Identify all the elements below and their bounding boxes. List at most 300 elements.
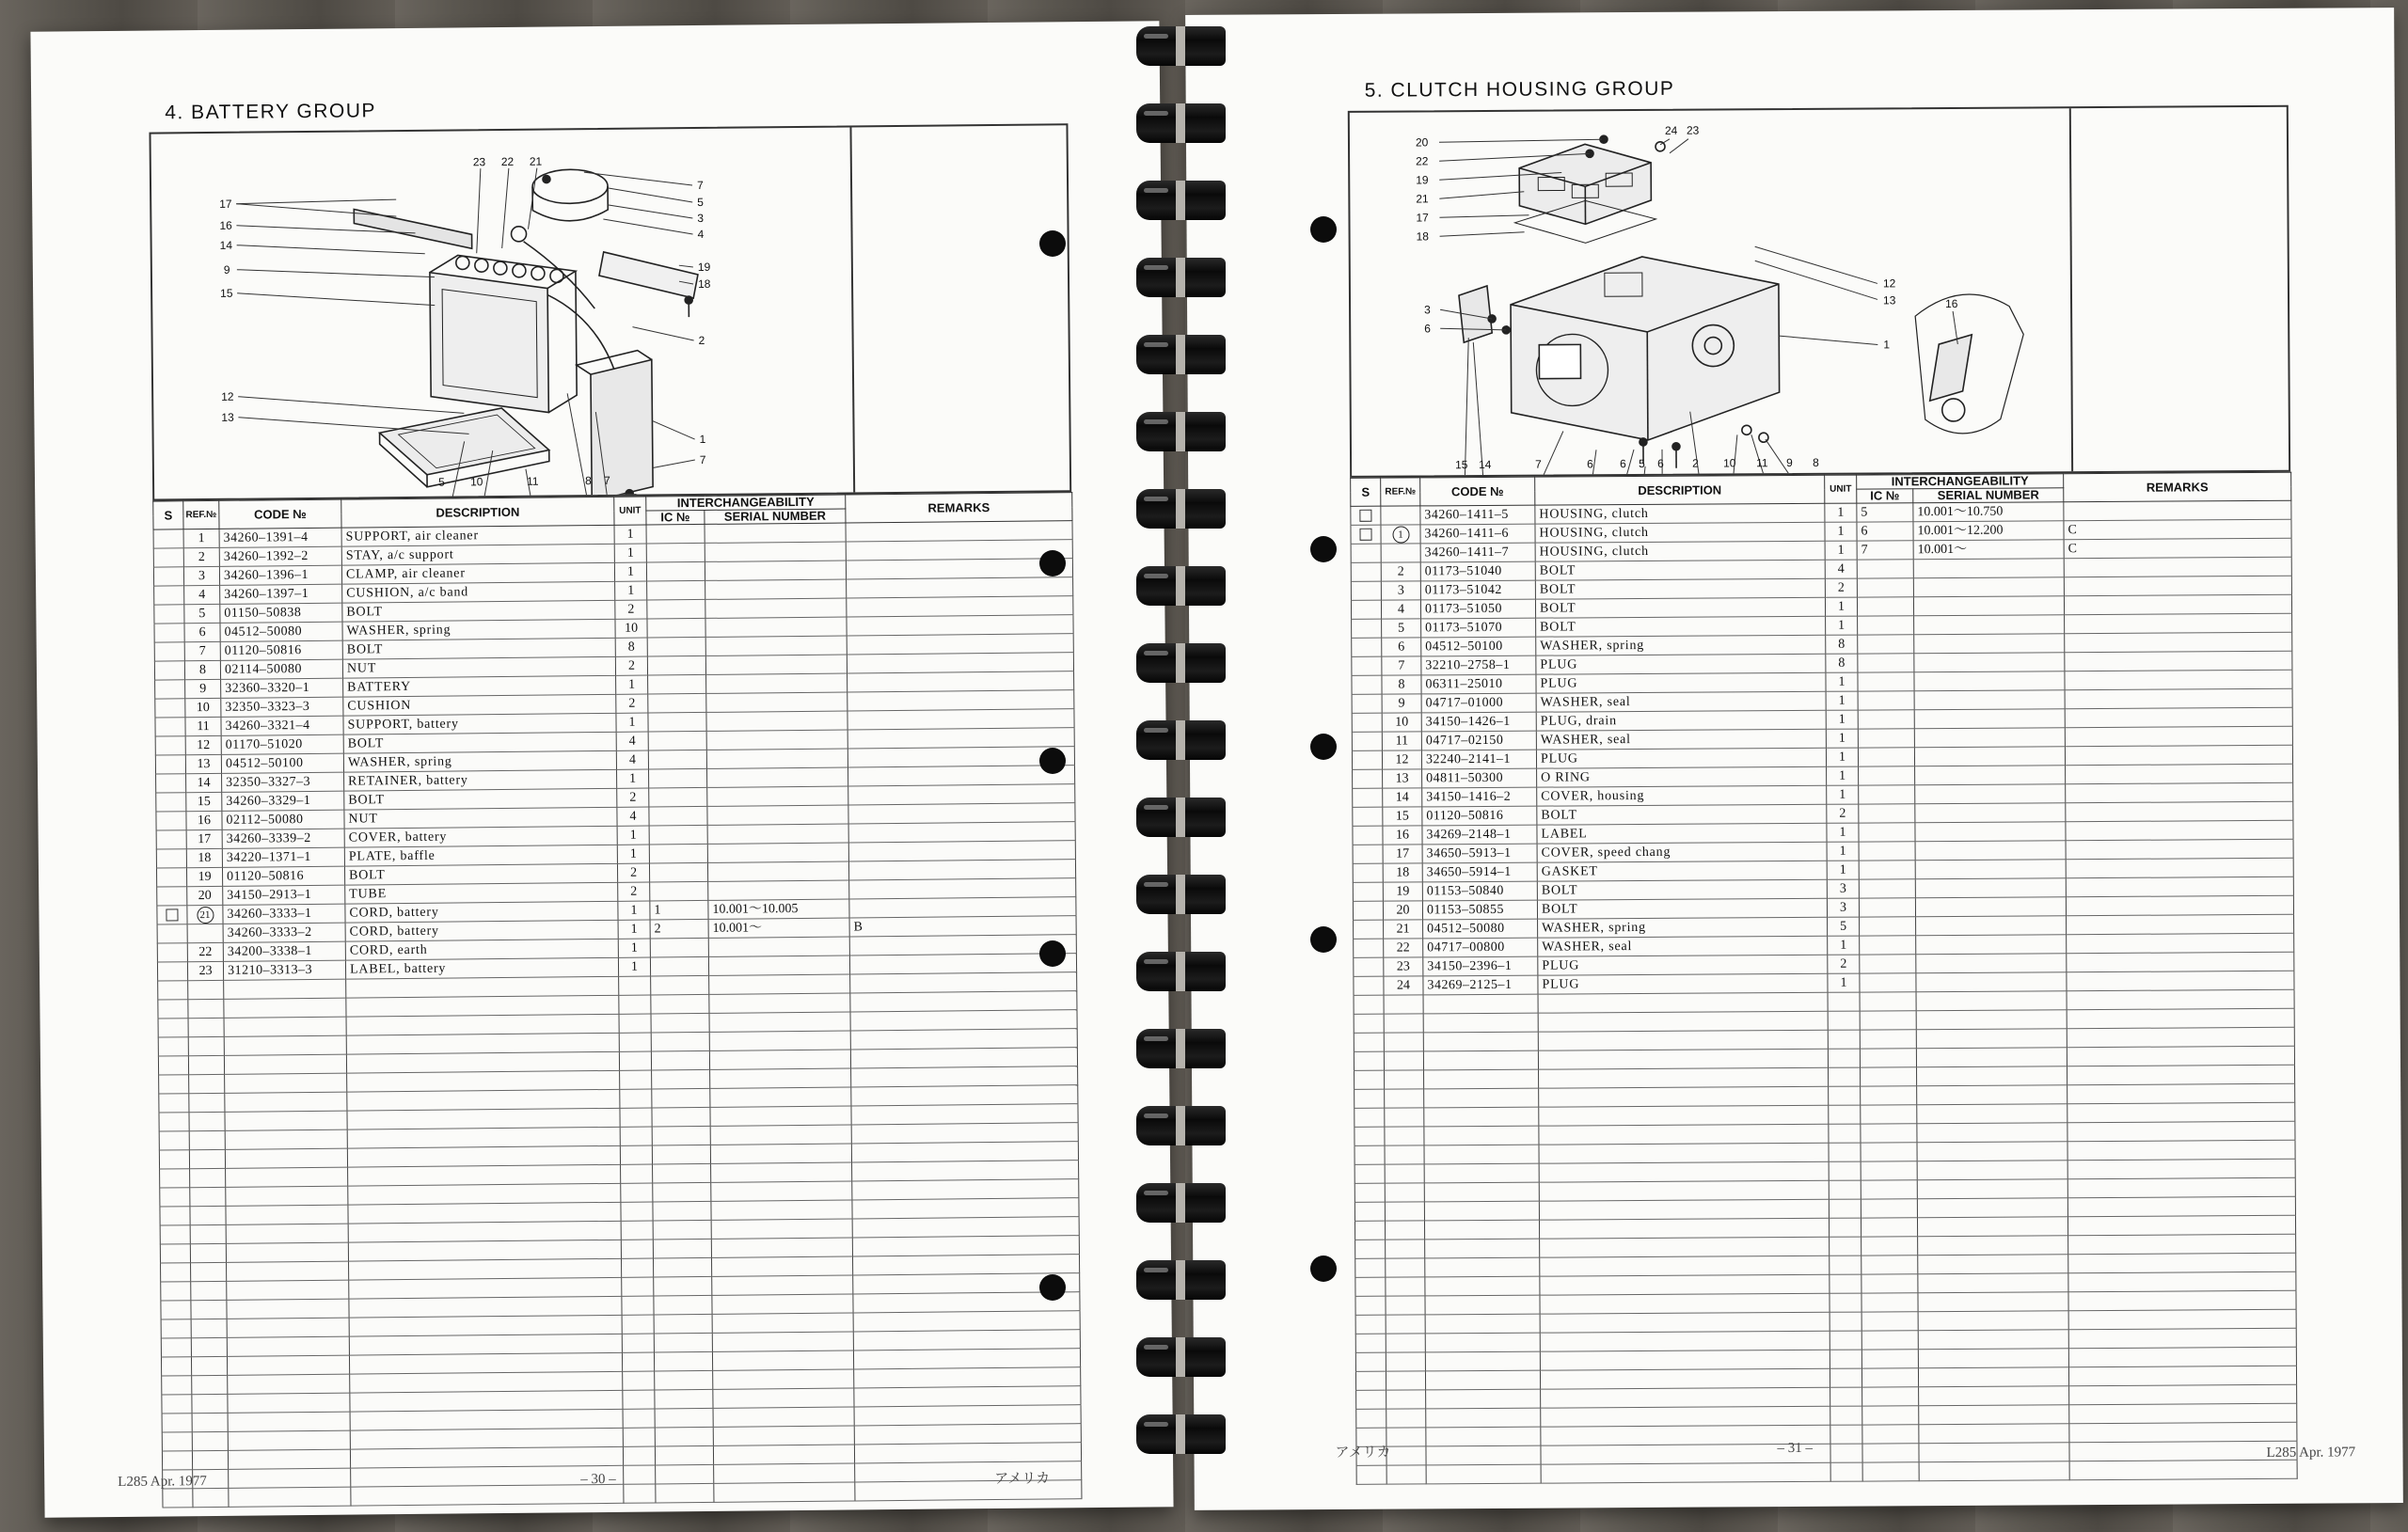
diagram-callout: 13	[1882, 293, 1896, 308]
cell-unit: 1	[617, 845, 649, 863]
cell-code	[226, 1224, 348, 1243]
cell-ref	[191, 1337, 227, 1356]
left-diagram-frame	[149, 123, 1071, 500]
right-page-number: – 31 –	[1777, 1440, 1814, 1457]
spiral-ring	[1136, 566, 1226, 606]
cell-s	[1355, 1277, 1386, 1296]
cell-ic	[655, 1389, 713, 1409]
cell-unit: 1	[1825, 597, 1857, 616]
cell-ref	[191, 1281, 227, 1300]
cell-ic	[1862, 1425, 1919, 1444]
cell-s	[159, 1131, 189, 1150]
cell-ic	[1859, 842, 1915, 861]
cell-s	[157, 906, 187, 924]
cell-ref: 14	[1383, 788, 1422, 807]
cell-rem	[2066, 895, 2293, 915]
cell-serial	[711, 1200, 852, 1220]
cell-ic	[649, 768, 707, 788]
cell-s	[1354, 939, 1384, 957]
cell-unit: 1	[618, 920, 650, 939]
cell-unit: 2	[617, 788, 649, 807]
cell-ic	[652, 1069, 710, 1089]
cell-ic	[652, 1126, 710, 1145]
cell-code	[1426, 1408, 1541, 1428]
cell-code	[228, 1412, 350, 1431]
cell-ic	[653, 1163, 711, 1183]
cell-ic	[653, 1201, 711, 1221]
cell-ref	[192, 1431, 228, 1450]
cell-serial	[713, 1388, 854, 1408]
cell-s	[160, 1188, 190, 1207]
cell-code: 34150–1426–1	[1421, 712, 1536, 732]
cell-serial	[705, 542, 846, 561]
cell-desc: O RING	[1537, 766, 1827, 787]
cell-ic	[1862, 1444, 1919, 1462]
cell-code: 04512–50080	[220, 622, 342, 641]
cell-ic	[1861, 1161, 1917, 1180]
cell-s	[1355, 1240, 1386, 1258]
cell-s	[1351, 544, 1381, 562]
cell-ref: 5	[184, 604, 220, 623]
cell-s	[1354, 1164, 1385, 1183]
cell-rem	[2067, 1102, 2295, 1122]
cell-desc: BOLT	[1537, 804, 1827, 825]
cell-code	[1424, 1182, 1539, 1202]
cell-rem	[851, 1104, 1078, 1125]
cell-unit	[621, 1183, 653, 1202]
cell-unit: 4	[616, 750, 648, 769]
cell-ref	[1386, 1334, 1425, 1352]
diagram-callout: 14	[1479, 457, 1492, 472]
cell-s	[159, 1075, 189, 1094]
cell-s	[162, 1376, 192, 1395]
cell-code: 34200–3338–1	[223, 941, 345, 961]
cell-serial	[709, 974, 850, 994]
cell-desc: PLATE, baffle	[344, 845, 617, 866]
cell-rem	[2067, 933, 2294, 953]
diagram-callout: 14	[219, 238, 233, 252]
cell-rem	[848, 803, 1075, 824]
cell-ic	[1860, 992, 1916, 1011]
cell-ref	[1386, 1296, 1425, 1315]
cell-ic	[1861, 1218, 1917, 1237]
cell-ic	[651, 1032, 709, 1051]
cell-code	[1426, 1389, 1541, 1409]
cell-s	[157, 924, 187, 943]
cell-desc	[1539, 1180, 1829, 1201]
cell-serial	[712, 1350, 853, 1370]
cell-desc: LABEL	[1537, 823, 1827, 844]
cell-ic: 2	[650, 919, 708, 939]
cell-ref	[191, 1356, 227, 1375]
cell-desc	[346, 976, 619, 998]
cell-unit: 8	[615, 638, 647, 656]
diagram-callout: 16	[219, 218, 232, 232]
cell-s	[157, 962, 187, 981]
spiral-ring	[1136, 952, 1226, 991]
cell-serial	[712, 1294, 853, 1314]
diagram-callout: 6	[1620, 457, 1626, 471]
cell-rem	[2067, 1008, 2294, 1028]
cell-ref	[188, 980, 224, 999]
cell-ref: 3	[183, 566, 219, 585]
cell-s	[1355, 1334, 1386, 1352]
cell-s	[1353, 863, 1383, 882]
cell-rem	[852, 1255, 1079, 1275]
cell-unit	[1830, 1462, 1862, 1481]
cell-serial	[713, 1445, 854, 1464]
cell-code: 34150–1416–2	[1422, 787, 1537, 807]
cell-ic	[648, 750, 706, 769]
cell-serial	[707, 824, 848, 844]
diagram-callout: 5	[1639, 456, 1645, 471]
cell-serial	[705, 655, 847, 674]
cell-unit: 2	[615, 600, 647, 619]
cell-ref: 6	[184, 623, 220, 641]
cell-desc	[346, 1051, 619, 1073]
cell-unit: 2	[617, 863, 649, 882]
binder-hole	[1310, 1256, 1337, 1282]
cell-rem	[852, 1236, 1079, 1256]
cell-desc	[348, 1240, 621, 1261]
cell-ref	[192, 1413, 228, 1431]
cell-ref	[191, 1300, 227, 1319]
cell-code	[228, 1393, 350, 1413]
cell-ref	[192, 1375, 228, 1394]
cell-ic	[1858, 616, 1914, 635]
cell-desc	[350, 1390, 623, 1412]
cell-desc: TUBE	[345, 882, 618, 904]
cell-s	[157, 887, 187, 906]
cell-code: 04512–50080	[1423, 919, 1538, 939]
cell-unit: 2	[615, 656, 647, 675]
cell-ref: 8	[1382, 675, 1421, 694]
cell-ic	[654, 1333, 712, 1352]
cell-ic	[654, 1295, 712, 1315]
cell-ref	[187, 905, 223, 924]
cell-serial	[1915, 860, 2066, 879]
cell-code: 34260–3321–4	[221, 716, 343, 735]
cell-ic	[1861, 1293, 1918, 1312]
cell-rem	[2068, 1366, 2296, 1385]
spiral-ring	[1136, 103, 1226, 143]
cell-unit	[623, 1371, 655, 1390]
cell-unit	[1830, 1406, 1862, 1425]
cell-ic	[1860, 973, 1916, 992]
diagram-callout: 2	[698, 333, 705, 347]
right-diagram-divider	[2069, 108, 2073, 471]
cell-code	[224, 998, 346, 1018]
cell-desc: BOLT	[342, 638, 615, 659]
cell-s	[162, 1451, 192, 1470]
cell-unit	[1829, 1199, 1861, 1218]
cell-ref	[190, 1224, 226, 1243]
cell-ic	[649, 844, 707, 863]
cell-unit: 1	[1828, 936, 1860, 955]
cell-s	[156, 868, 186, 887]
cell-unit: 1	[1826, 748, 1858, 766]
cell-ref: 19	[186, 867, 222, 886]
diagram-callout: 11	[526, 474, 539, 488]
cell-rem	[2068, 1271, 2296, 1291]
cell-code: 34260–1397–1	[220, 584, 342, 604]
cell-code	[225, 1129, 347, 1149]
cell-desc: WASHER, seal	[1536, 691, 1826, 712]
cell-rem	[2067, 1177, 2295, 1197]
cell-serial	[1919, 1443, 2069, 1462]
cell-code	[225, 1092, 347, 1112]
cell-ref	[1386, 1465, 1426, 1484]
cell-ic	[652, 1088, 710, 1108]
cell-serial	[1917, 1179, 2067, 1199]
cell-desc	[348, 1164, 621, 1186]
diagram-callout: 18	[1416, 229, 1430, 244]
cell-code: 34260–3329–1	[222, 791, 344, 811]
diagram-callout: 23	[472, 155, 486, 169]
col-ref-header: REF.№	[183, 500, 219, 529]
cell-ic: 5	[1857, 503, 1913, 522]
diagram-callout: 12	[1882, 276, 1896, 291]
diagram-callout: 7	[696, 178, 704, 193]
cell-serial	[708, 880, 849, 900]
cell-desc: COVER, speed chang	[1537, 842, 1827, 862]
cell-desc: CORD, earth	[345, 939, 618, 960]
cell-code: 31210–3313–3	[223, 960, 345, 980]
cell-code	[225, 1111, 347, 1130]
table-body	[1351, 500, 2297, 1484]
cell-desc	[1538, 1049, 1828, 1069]
cell-unit	[622, 1296, 654, 1315]
cell-code	[228, 1430, 350, 1450]
cell-ref: 11	[1382, 732, 1421, 750]
cell-ic	[651, 975, 709, 995]
cell-s	[1353, 826, 1383, 845]
diagram-callout: 21	[529, 154, 543, 168]
cell-ic	[648, 731, 706, 750]
cell-ic	[656, 1483, 714, 1503]
cell-desc: BOLT	[344, 863, 617, 885]
cell-desc	[349, 1352, 622, 1374]
cell-ref: 7	[1382, 656, 1421, 675]
cell-code: 34260–3333–1	[223, 904, 345, 924]
cell-code: 01173–51050	[1420, 599, 1535, 619]
spiral-ring	[1136, 1337, 1226, 1377]
cell-rem	[852, 1179, 1079, 1200]
cell-serial	[1916, 935, 2067, 955]
cell-unit	[619, 1033, 651, 1051]
cell-serial	[1914, 653, 2065, 672]
cell-code	[225, 1148, 347, 1168]
cell-s	[156, 812, 186, 830]
cell-ref	[1385, 1202, 1424, 1221]
cell-desc	[347, 1108, 620, 1129]
cell-unit: 1	[614, 562, 646, 581]
cell-desc	[1539, 1067, 1829, 1088]
cell-rem	[848, 766, 1075, 786]
cell-desc: PLUG	[1538, 973, 1828, 994]
cell-ref: 24	[1384, 976, 1423, 995]
cell-ic	[1861, 1124, 1917, 1143]
cell-rem	[2067, 1046, 2294, 1066]
cell-s	[161, 1357, 191, 1376]
cell-ref: 4	[1381, 600, 1420, 619]
cell-ic	[1861, 1143, 1917, 1161]
cell-rem	[851, 1085, 1078, 1106]
cell-unit	[623, 1446, 655, 1465]
cell-s	[1355, 1315, 1386, 1334]
cell-ic	[1859, 861, 1915, 879]
cell-code: 34260–3339–2	[222, 829, 344, 848]
cell-ic	[650, 938, 708, 957]
diagram-callout: 1	[699, 432, 706, 446]
cell-desc: PLUG	[1536, 654, 1826, 674]
col-interchange-header: INTERCHANGEABILITY	[646, 495, 846, 511]
cell-ic	[1861, 1105, 1917, 1124]
cell-serial	[1914, 747, 2065, 766]
cell-s	[155, 718, 185, 736]
col-desc-header: DESCRIPTION	[341, 497, 614, 528]
cell-ref	[190, 1168, 226, 1187]
cell-s	[154, 605, 184, 624]
cell-desc: CORD, battery	[345, 920, 618, 941]
cell-serial	[713, 1407, 854, 1427]
cell-serial	[711, 1238, 852, 1257]
cell-code	[226, 1242, 348, 1262]
cell-ref: 3	[1381, 581, 1420, 600]
cell-desc: CLAMP, air cleaner	[341, 562, 614, 584]
diagram-callout: 20	[1415, 135, 1429, 150]
cell-serial	[1918, 1273, 2068, 1293]
cell-s	[156, 849, 186, 868]
cell-ref	[189, 1093, 225, 1112]
cell-ref	[1385, 1164, 1424, 1183]
cell-ref: 13	[1383, 769, 1422, 788]
cell-unit: 1	[618, 957, 650, 976]
cell-code	[1424, 1107, 1539, 1127]
cell-serial	[708, 937, 849, 956]
cell-serial	[710, 1068, 851, 1088]
cell-code	[226, 1205, 348, 1224]
cell-rem	[848, 690, 1074, 711]
cell-serial	[707, 861, 848, 881]
diagram-callout: 17	[219, 197, 232, 211]
cell-unit: 1	[1826, 672, 1858, 691]
cell-rem	[2067, 1215, 2295, 1235]
cell-s	[161, 1282, 191, 1301]
diagram-callout: 10	[1723, 456, 1736, 470]
cell-ic	[1861, 1350, 1918, 1368]
cell-unit	[622, 1315, 654, 1334]
cell-unit	[622, 1334, 654, 1352]
cell-s	[1354, 957, 1384, 976]
cell-desc	[1540, 1312, 1830, 1333]
cell-desc	[1541, 1387, 1830, 1408]
cell-serial	[1918, 1330, 2068, 1350]
cell-ref: 18	[186, 848, 222, 867]
cell-code	[227, 1261, 349, 1281]
circled-ref-number: 1	[1392, 526, 1409, 543]
cell-s	[162, 1414, 192, 1432]
cell-code	[229, 1468, 351, 1488]
cell-rem	[2065, 632, 2292, 652]
cell-ref	[191, 1319, 227, 1337]
binder-hole	[1310, 536, 1337, 562]
cell-ref: 17	[186, 829, 222, 848]
col-remarks-header: REMARKS	[2064, 472, 2291, 501]
diagram-callout: 2	[1692, 456, 1699, 470]
cell-s	[155, 699, 185, 718]
cell-unit	[1829, 1143, 1861, 1161]
cell-rem	[2067, 989, 2294, 1009]
cell-ic	[1857, 560, 1913, 578]
cell-ic	[652, 1107, 710, 1127]
diagram-callout: 8	[584, 474, 592, 488]
cell-rem	[2065, 651, 2292, 671]
cell-ic	[1858, 654, 1914, 672]
cell-serial	[1915, 803, 2066, 823]
cell-ic	[647, 637, 705, 656]
diagram-callout: 22	[500, 154, 515, 168]
cell-serial: 10.001〜10.750	[1913, 502, 2064, 522]
cell-ic	[1860, 917, 1916, 936]
cell-ic	[1861, 1180, 1917, 1199]
spiral-ring	[1136, 875, 1226, 914]
cell-s	[154, 586, 184, 605]
cell-s	[1355, 1258, 1386, 1277]
cell-desc	[1540, 1368, 1830, 1389]
cell-serial	[1915, 766, 2066, 785]
cell-ref	[1386, 1315, 1425, 1334]
cell-unit: 2	[1828, 955, 1860, 973]
cell-ic	[654, 1351, 712, 1371]
spiral-ring	[1136, 26, 1226, 66]
col-ic-header: IC №	[1857, 489, 1913, 503]
cell-ic	[1861, 1086, 1917, 1105]
cell-rem	[2065, 745, 2292, 765]
cell-unit: 1	[1827, 785, 1859, 804]
cell-ref: 21	[1384, 920, 1423, 939]
cell-s	[1353, 788, 1383, 807]
cell-rem	[847, 596, 1073, 617]
cell-serial	[710, 1106, 851, 1126]
cell-code	[225, 1073, 347, 1093]
cell-code: 34260–1391–4	[219, 528, 341, 547]
cell-rem	[2066, 801, 2293, 821]
cell-rem	[2068, 1328, 2296, 1348]
cell-s	[158, 1000, 188, 1019]
cell-rem	[2067, 1121, 2295, 1141]
cell-unit: 1	[616, 713, 648, 732]
cell-ref: 15	[186, 792, 222, 811]
diagram-callout: 15	[220, 286, 233, 300]
cell-code	[227, 1318, 349, 1337]
cell-desc	[350, 1371, 623, 1393]
cell-ic	[649, 806, 707, 826]
diagram-callout: 11	[1756, 456, 1768, 470]
cell-ic	[653, 1257, 711, 1277]
cell-ref: 1	[183, 529, 219, 547]
cell-code	[1424, 1126, 1539, 1145]
cell-serial	[707, 786, 848, 806]
cell-rem	[848, 709, 1074, 730]
cell-s	[1353, 845, 1383, 863]
cell-s	[154, 661, 184, 680]
cell-ic	[653, 1182, 711, 1202]
cell-desc	[1539, 1105, 1829, 1126]
cell-s	[1351, 581, 1381, 600]
cell-ic	[647, 580, 705, 600]
cell-desc: CORD, battery	[345, 901, 618, 923]
